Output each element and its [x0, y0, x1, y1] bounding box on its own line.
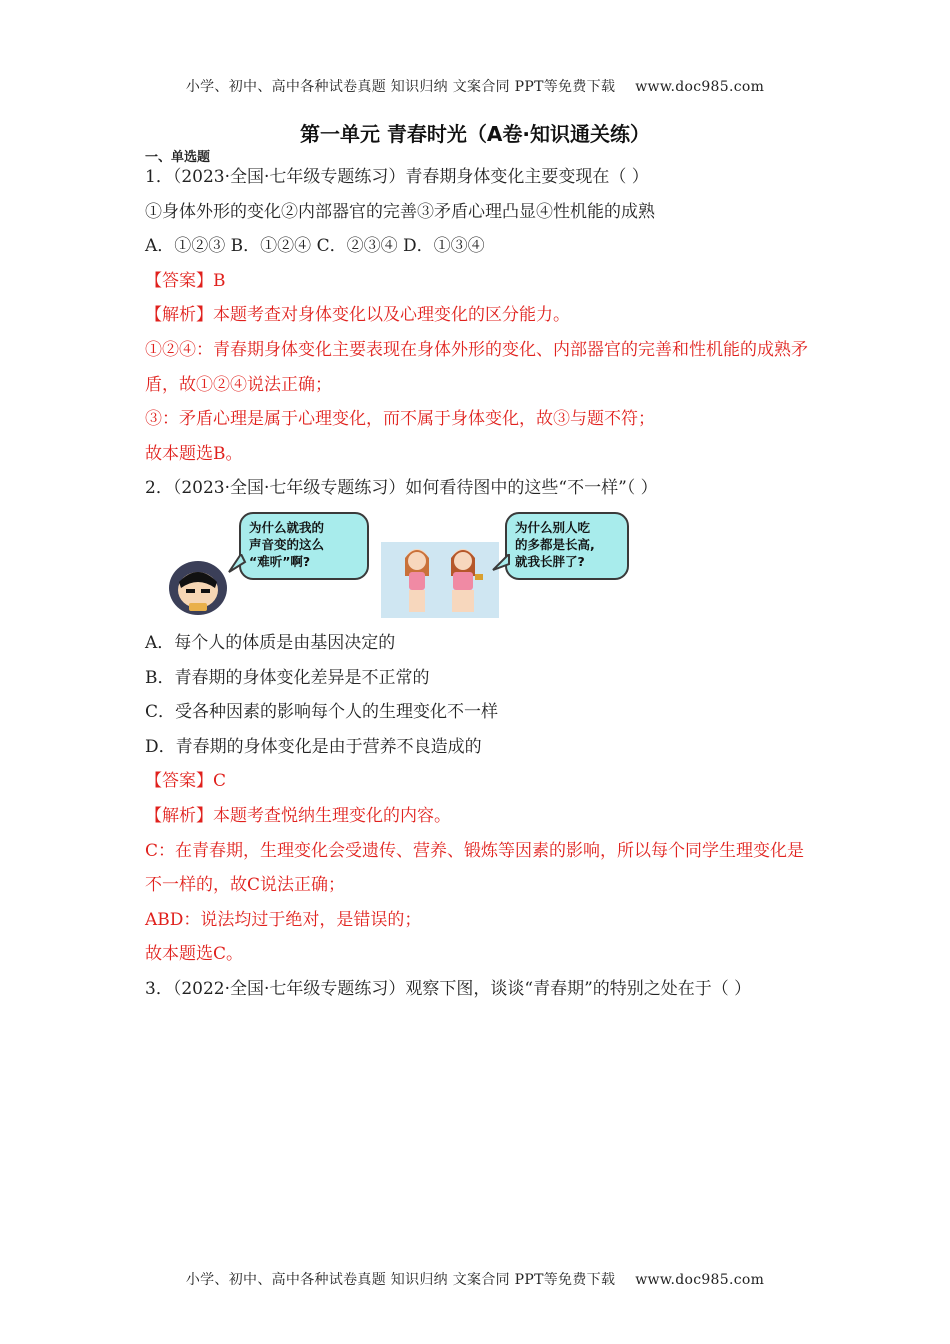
bubble2-line: 为什么别人吃 [515, 519, 591, 535]
footer-site[interactable]: www.doc985.com [635, 1272, 765, 1288]
document-body [145, 160, 810, 1006]
header-text: 小学、初中、高中各种试卷真题 知识归纳 文案合同 PPT等免费下载 [185, 79, 616, 95]
section-heading: 一、单选题 [145, 150, 211, 165]
q2-analysis-1: C：在青春期，生理变化会受遗传、营养、锻炼等因素的影响，所以每个同学生理变化是不一样的，故C说法正确； [145, 840, 805, 896]
q1-stem: 1．（2023·全国·七年级专题练习）青春期身体变化主要变现在（ ） [145, 167, 649, 187]
hooded-boy-illustration [167, 548, 229, 616]
header-site[interactable]: www.doc985.com [635, 79, 765, 95]
q2-option-c: C．受各种因素的影响每个人的生理变化不一样 [145, 702, 499, 723]
q1-analysis-2: ③：矛盾心理是属于心理变化，而不属于身体变化，故③与题不符； [145, 409, 655, 430]
page-footer [0, 1269, 950, 1289]
page-title: 第一单元 青春时光（A卷·知识通关练） [299, 122, 651, 146]
q1-analysis-3: 故本题选B。 [145, 443, 243, 464]
speech-bubble-weight [505, 512, 629, 580]
q1-items: ①身体外形的变化②内部器官的完善③矛盾心理凸显④性机能的成熟 [145, 201, 655, 222]
q2-stem: 2．（2023·全国·七年级专题练习）如何看待图中的这些“不一样”（ ） [145, 478, 658, 499]
q1-options: A．①②③ B．①②④ C．②③④ D．①③④ [145, 236, 485, 257]
two-girls-illustration [381, 542, 499, 618]
q1-answer: 【答案】B [145, 270, 226, 291]
q2-option-a: A．每个人的体质是由基因决定的 [145, 632, 396, 653]
q2-figure [145, 510, 810, 620]
q1-analysis-0: 【解析】本题考查对身体变化以及心理变化的区分能力。 [145, 305, 570, 326]
q2-answer: 【答案】C [145, 771, 227, 792]
page-header [0, 76, 950, 96]
speech-bubble-voice [239, 512, 369, 580]
bubble1-line: 声音变的这么 [249, 536, 325, 552]
q2-option-d: D．青春期的身体变化是由于营养不良造成的 [145, 736, 482, 757]
bubble1-line: “难听”啊? [249, 553, 311, 569]
bubble2-line: 的多都是长高, [515, 536, 595, 552]
q2-option-b: B．青春期的身体变化差异是不正常的 [145, 667, 430, 688]
bubble1-tail [227, 554, 247, 574]
bubble2-tail [491, 554, 511, 574]
q3-stem: 3．（2022·全国·七年级专题练习）观察下图，谈谈“青春期”的特别之处在于（ ） [145, 978, 752, 999]
q2-analysis-3: 故本题选C。 [145, 944, 244, 965]
q2-analysis-2: ABD：说法均过于绝对，是错误的； [145, 909, 422, 930]
bubble1-line: 为什么就我的 [249, 519, 325, 535]
footer-text: 小学、初中、高中各种试卷真题 知识归纳 文案合同 PPT等免费下载 [185, 1272, 616, 1288]
q1-analysis-1: ①②④：青春期身体变化主要表现在身体外形的变化、内部器官的完善和性机能的成熟矛盾，故①②④说法正确； [145, 339, 808, 395]
bubble2-line: 就我长胖了? [515, 553, 585, 569]
q2-analysis-0: 【解析】本题考查悦纳生理变化的内容。 [145, 805, 451, 826]
